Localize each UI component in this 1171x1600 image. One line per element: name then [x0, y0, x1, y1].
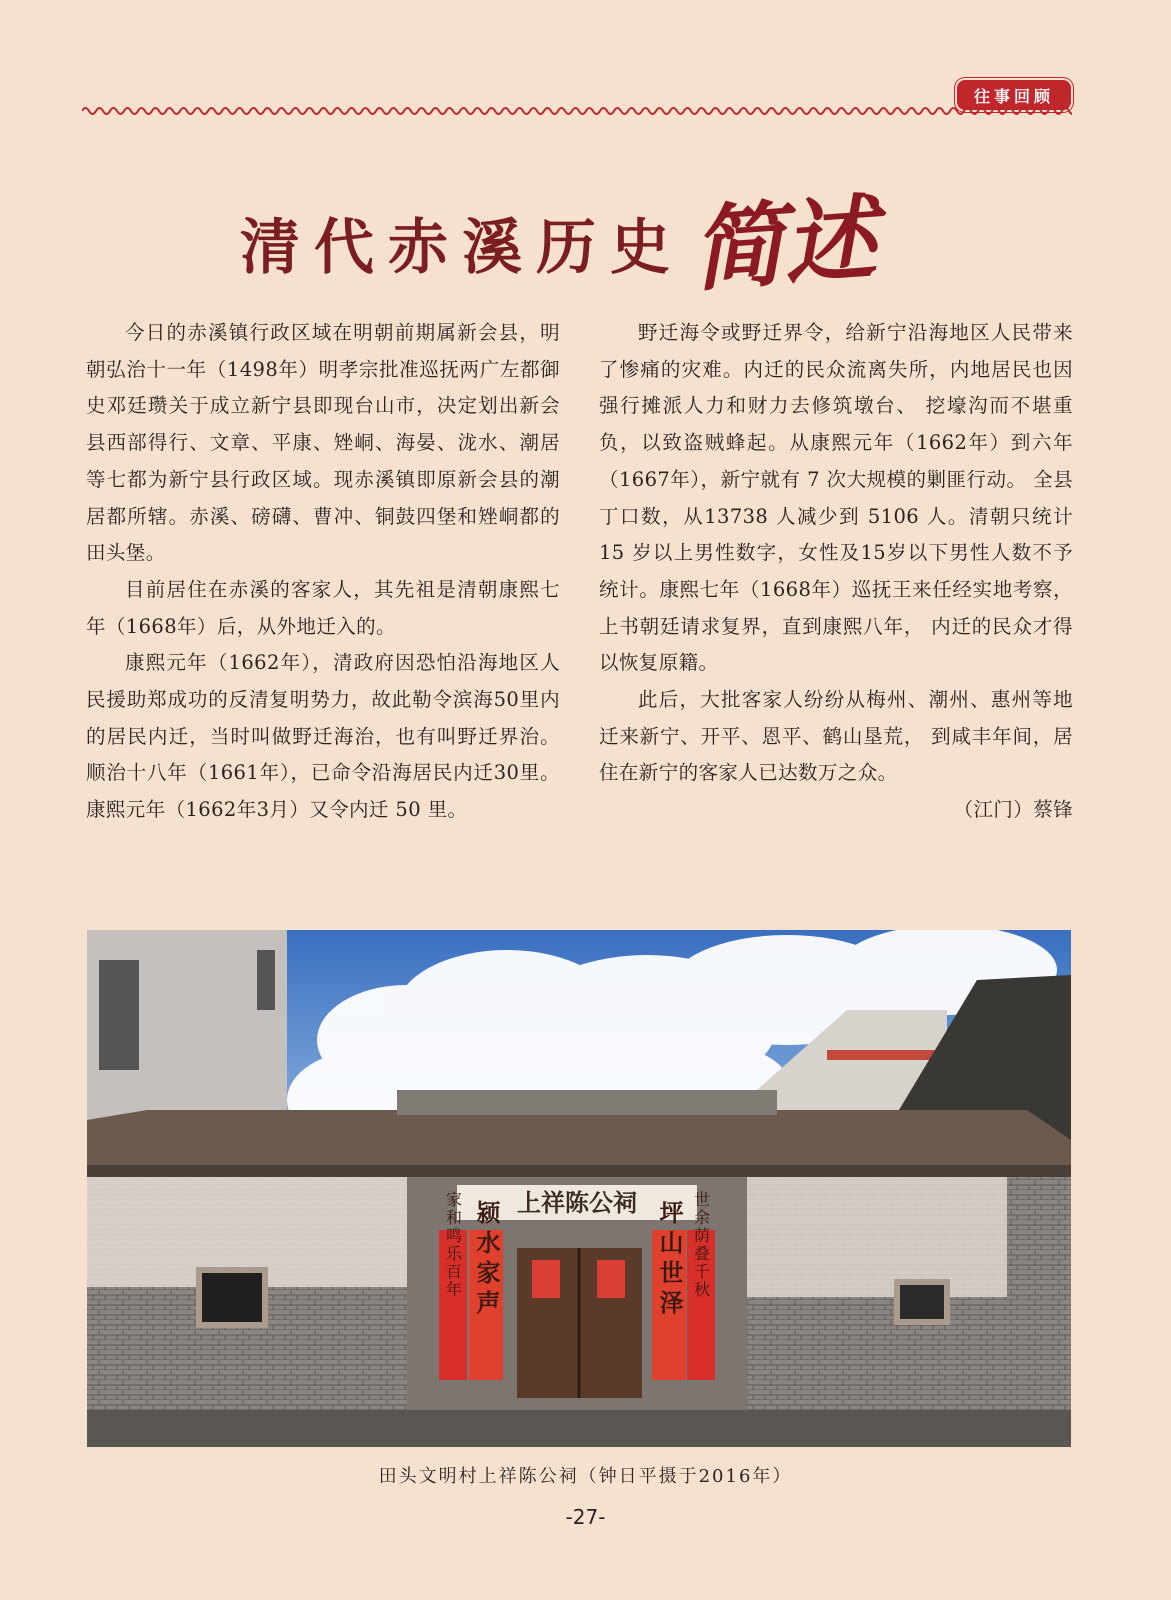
- column-left: [86, 315, 560, 829]
- article-title: [240, 180, 940, 305]
- title-accent: 简述: [688, 183, 880, 305]
- paragraph: 野迁海令或野迁界令，给新宁沿海地区人民带来了惨痛的灾难。内迁的民众流离失所，内地居民也因强行摊派人力和财力去修筑墩台、 挖壕沟而不堪重负，以致盗贼蜂起。从康熙元年（1662年）到六年（1667年），新宁就有 7 次大规模的剿匪行动。 全县丁口数，从13738 人减少到 5106 人。清朝只统计 15 岁以上男性数字，女性及15岁以下男性人数不予统计。康熙七年（1668年）巡抚王来任经实地考察，上书朝廷请求复界，直到康熙八年， 内迁的民众才得以恢复原籍。: [599, 321, 1073, 675]
- section-badge: 往事回顾: [957, 80, 1071, 110]
- paragraph: 今日的赤溪镇行政区域在明朝前期属新会县，明朝弘治十一年（1498年）明孝宗批准巡抚两广左都御史邓廷瓒关于成立新宁县即现台山市，决定划出新会县西部得行、文章、平康、矬峒、海晏、泷水、潮居等七都为新宁县行政区域。现赤溪镇即原新会县的潮居都所辖。赤溪、磅礴、曹冲、铜鼓四堡和矬峒都的田头堡。: [86, 321, 560, 565]
- plaque-text: 上祥陈公祠: [517, 1189, 637, 1217]
- paragraph: 此后，大批客家人纷纷从梅州、潮州、惠州等地迁来新宁、开平、恩平、鹤山垦荒， 到咸丰年间，居住在新宁的客家人已达数万之众。: [599, 688, 1073, 785]
- ancestral-hall-photo: [87, 930, 1071, 1447]
- paragraph: 目前居住在赤溪的客家人，其先祖是清朝康熙七年（1668年）后，从外地迁入的。: [86, 577, 560, 638]
- photo-illustration: [87, 930, 1071, 1447]
- photo-caption: 田头文明村上祥陈公祠（钟日平摄于2016年）: [378, 1466, 793, 1487]
- couplet-right: 坪山世泽: [655, 1200, 683, 1320]
- wavy-divider: [82, 104, 1072, 118]
- page-number: -27-: [565, 1505, 606, 1529]
- title-main: 清代赤溪历史: [240, 213, 684, 283]
- author-byline: （江门）蔡锋: [953, 798, 1073, 822]
- paragraph: 康熙元年（1662年），清政府因恐怕沿海地区人民援助郑成功的反清复明势力，故此勒令滨海50里内的居民内迁，当时叫做野迁海治，也有叫野迁界治。顺治十八年（1661年），已命令沿海居民内迁30里。康熙元年（1662年3月）又令内迁 50 里。: [86, 651, 560, 822]
- column-right: [599, 315, 1073, 829]
- couplet-small-right: 世余荫叠千秋: [691, 1191, 711, 1299]
- couplet-small-left: 家和鸣乐百年: [443, 1191, 463, 1299]
- couplet-left: 颍水家声: [472, 1200, 500, 1320]
